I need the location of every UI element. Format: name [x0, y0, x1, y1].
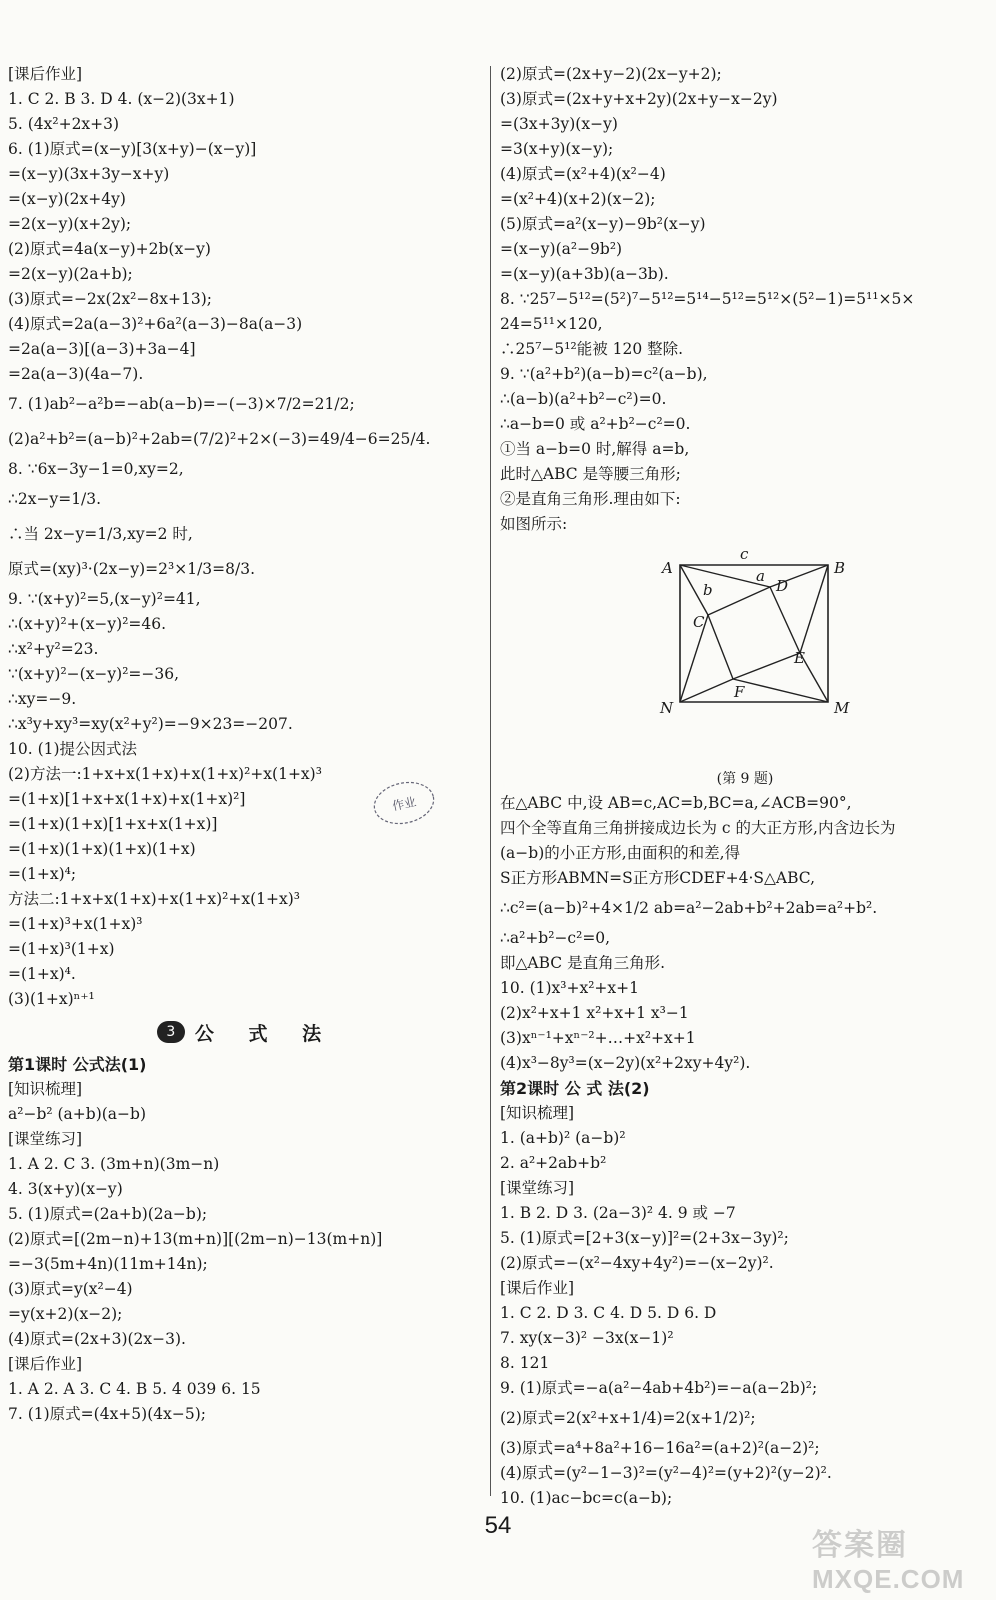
- text-line: 如图所示:: [500, 515, 568, 533]
- text-line: (2)原式=2(x²+x+1/4)=2(x+1/2)²;: [500, 1409, 756, 1427]
- text-line: =(x−y)(2x+4y): [8, 190, 126, 208]
- text-line: (3)原式=a⁴+8a²+16−16a²=(a+2)²(a−2)²;: [500, 1439, 820, 1457]
- text-line: =(x−y)(3x+3y−x+y): [8, 165, 170, 183]
- stamp-text: 作业: [391, 794, 418, 814]
- text-line: 即△ABC 是直角三角形.: [500, 954, 666, 972]
- text-line: =2(x−y)(x+2y);: [8, 215, 132, 233]
- text-line: 5. (1)原式=[2+3(x−y)]²=(2+3x−3y)²;: [500, 1229, 789, 1247]
- text-line: 8. ∵6x−3y−1=0,xy=2,: [8, 460, 184, 478]
- text-line: (2)原式=[(2m−n)+13(m+n)][(2m−n)−13(m+n)]: [8, 1230, 383, 1248]
- text-line: (3)(1+x)ⁿ⁺¹: [8, 990, 95, 1008]
- line-m-f: [733, 679, 828, 702]
- text-line: =(x−y)(a²−9b²): [500, 240, 623, 258]
- text-line: =(1+x)(1+x)[1+x+x(1+x)]: [8, 815, 218, 833]
- section-number-badge: 3: [157, 1021, 185, 1043]
- text-line: 8. ∵25⁷−5¹²=(5²)⁷−5¹²=5¹⁴−5¹²=5¹²×(5²−1)=5¹¹×5×: [500, 290, 915, 308]
- text-line: 第2课时 公 式 法(2): [500, 1079, 650, 1098]
- text-line: [课堂练习]: [8, 1130, 83, 1148]
- text-line: 9. (1)原式=−a(a²−4ab+4b²)=−a(a−2b)²;: [500, 1379, 818, 1397]
- label-D: D: [776, 577, 789, 595]
- text-line: a²−b² (a+b)(a−b): [8, 1105, 146, 1123]
- label-B: B: [834, 559, 846, 577]
- text-line: ∵(x+y)²−(x−y)²=−36,: [8, 665, 180, 683]
- text-line: 在△ABC 中,设 AB=c,AC=b,BC=a,∠ACB=90°,: [500, 794, 852, 812]
- section-title: 公 式 法: [194, 1022, 336, 1045]
- text-line: =3(x+y)(x−y);: [500, 140, 614, 158]
- text-line: (3)原式=(2x+y+x+2y)(2x+y−x−2y): [500, 90, 778, 108]
- text-line: (4)原式=(2x+3)(2x−3).: [8, 1330, 186, 1348]
- text-line: ∴x²+y²=23.: [8, 640, 99, 658]
- text-line: ②是直角三角形.理由如下:: [500, 490, 681, 508]
- text-line: ∴a−b=0 或 a²+b²−c²=0.: [500, 415, 691, 433]
- text-line: ∴x³y+xy³=xy(x²+y²)=−9×23=−207.: [8, 715, 293, 733]
- figure-caption: (第 9 题): [716, 771, 774, 787]
- label-M: M: [834, 699, 850, 717]
- text-line: 5. (4x²+2x+3): [8, 115, 120, 133]
- text-line: ∴当 2x−y=1/3,xy=2 时,: [8, 525, 193, 543]
- line-n-f: [680, 679, 733, 702]
- watermark-top: 答案圈: [812, 1528, 908, 1563]
- text-line: =2a(a−3)[(a−3)+3a−4]: [8, 340, 196, 358]
- text-line: 1. (a+b)² (a−b)²: [500, 1129, 626, 1147]
- text-line: =(1+x)⁴;: [8, 865, 77, 883]
- text-line: 7. (1)ab²−a²b=−ab(a−b)=−(−3)×7/2=21/2;: [8, 395, 355, 413]
- text-line: 1. A 2. A 3. C 4. B 5. 4 039 6. 15: [8, 1380, 261, 1398]
- text-line: ∴xy=−9.: [8, 690, 77, 708]
- text-line: 方法二:1+x+x(1+x)+x(1+x)²+x(1+x)³: [8, 890, 300, 908]
- label-c: c: [740, 545, 749, 563]
- text-line: =2(x−y)(2a+b);: [8, 265, 133, 283]
- text-line: 7. (1)原式=(4x+5)(4x−5);: [8, 1405, 206, 1423]
- text-line: (2)原式=4a(x−y)+2b(x−y): [8, 240, 211, 258]
- text-line: =(x²+4)(x+2)(x−2);: [500, 190, 656, 208]
- label-b: b: [703, 581, 713, 599]
- text-line: (3)xⁿ⁻¹+xⁿ⁻²+…+x²+x+1: [500, 1029, 696, 1047]
- line-b-e: [800, 565, 828, 653]
- text-line: ∴a²+b²−c²=0,: [500, 929, 611, 947]
- text-line: =2a(a−3)(4a−7).: [8, 365, 144, 383]
- label-A: A: [662, 559, 673, 577]
- text-line: (2)a²+b²=(a−b)²+2ab=(7/2)²+2×(−3)=49/4−6=25/4.: [8, 430, 431, 448]
- text-line: 7. xy(x−3)² −3x(x−1)²: [500, 1329, 674, 1347]
- watermark: [812, 1520, 992, 1598]
- text-line: =(3x+3y)(x−y): [500, 115, 618, 133]
- text-line: 9. ∵(x+y)²=5,(x−y)²=41,: [8, 590, 201, 608]
- text-line: 6. (1)原式=(x−y)[3(x+y)−(x−y)]: [8, 140, 257, 158]
- left-column: [8, 62, 484, 1427]
- text-line: (4)x³−8y³=(x−2y)(x²+2xy+4y²).: [500, 1054, 751, 1072]
- text-line: (2)原式=−(x²−4xy+4y²)=−(x−2y)².: [500, 1254, 774, 1272]
- page-number: 54: [484, 1512, 512, 1539]
- label-E: E: [794, 649, 805, 667]
- column-divider: [490, 66, 491, 1496]
- text-line: 第1课时 公式法(1): [8, 1055, 147, 1074]
- text-line: [课后作业]: [500, 1279, 575, 1297]
- text-line: ∴(x+y)²+(x−y)²=46.: [8, 615, 167, 633]
- text-line: [课后作业]: [8, 65, 83, 83]
- watermark-bottom: MXQE.COM: [812, 1564, 965, 1594]
- text-line: (4)原式=2a(a−3)²+6a²(a−3)−8a(a−3): [8, 315, 303, 333]
- label-a: a: [756, 567, 765, 585]
- text-line: (2)x²+x+1 x²+x+1 x³−1: [500, 1004, 689, 1022]
- text-line: 9. ∵(a²+b²)(a−b)=c²(a−b),: [500, 365, 708, 383]
- label-N: N: [660, 699, 674, 717]
- text-line: =y(x+2)(x−2);: [8, 1305, 123, 1323]
- text-line: 10. (1)ac−bc=c(a−b);: [500, 1489, 673, 1507]
- text-line: (5)原式=a²(x−y)−9b²(x−y): [500, 215, 706, 233]
- text-line: 5. (1)原式=(2a+b)(2a−b);: [8, 1205, 208, 1223]
- text-line: 10. (1)提公因式法: [8, 740, 138, 758]
- text-line: 四个全等直角三角拼接成边长为 c 的大正方形,内含边长为: [500, 819, 896, 837]
- text-line: (2)方法一:1+x+x(1+x)+x(1+x)²+x(1+x)³: [8, 765, 322, 783]
- text-line: 4. 3(x+y)(x−y): [8, 1180, 123, 1198]
- square-diagram: [500, 537, 990, 767]
- text-line: =(1+x)⁴.: [8, 965, 76, 983]
- text-line: 原式=(xy)³·(2x−y)=2³×1/3=8/3.: [8, 560, 256, 578]
- section-banner: [8, 1012, 484, 1052]
- text-line: 此时△ABC 是等腰三角形;: [500, 465, 681, 483]
- text-line: 2. a²+2ab+b²: [500, 1154, 607, 1172]
- text-line: [知识梳理]: [8, 1080, 83, 1098]
- text-line: [课后作业]: [8, 1355, 83, 1373]
- text-line: 1. B 2. D 3. (2a−3)² 4. 9 或 −7: [500, 1204, 736, 1222]
- text-line: (4)原式=(y²−1−3)²=(y²−4)²=(y+2)²(y−2)².: [500, 1464, 832, 1482]
- text-line: 10. (1)x³+x²+x+1: [500, 979, 640, 997]
- text-line: =(1+x)(1+x)(1+x)(1+x): [8, 840, 196, 858]
- label-F: F: [734, 683, 745, 701]
- text-line: 24=5¹¹×120,: [500, 315, 603, 333]
- text-line: 1. A 2. C 3. (3m+n)(3m−n): [8, 1155, 220, 1173]
- text-line: 1. C 2. D 3. C 4. D 5. D 6. D: [500, 1304, 717, 1322]
- text-line: 1. C 2. B 3. D 4. (x−2)(3x+1): [8, 90, 235, 108]
- text-line: =−3(5m+4n)(11m+14n);: [8, 1255, 208, 1273]
- square-diagram-svg: [500, 537, 990, 767]
- label-C: C: [693, 613, 705, 631]
- text-line: ∴2x−y=1/3.: [8, 490, 102, 508]
- text-line: [知识梳理]: [500, 1104, 575, 1122]
- text-line: ∴(a−b)(a²+b²−c²)=0.: [500, 390, 667, 408]
- text-line: ∴25⁷−5¹²能被 120 整除.: [500, 340, 684, 358]
- text-line: (a−b)的小正方形,由面积的和差,得: [500, 844, 741, 862]
- text-line: S正方形ABMN=S正方形CDEF+4·S△ABC,: [500, 869, 816, 887]
- text-line: =(1+x)³+x(1+x)³: [8, 915, 143, 933]
- text-line: (3)原式=−2x(2x²−8x+13);: [8, 290, 212, 308]
- text-line: (3)原式=y(x²−4): [8, 1280, 133, 1298]
- text-line: (4)原式=(x²+4)(x²−4): [500, 165, 666, 183]
- text-line: [课堂练习]: [500, 1179, 575, 1197]
- text-line: =(1+x)[1+x+x(1+x)+x(1+x)²]: [8, 790, 246, 808]
- text-line: =(x−y)(a+3b)(a−3b).: [500, 265, 669, 283]
- text-line: ∴c²=(a−b)²+4×1/2 ab=a²−2ab+b²+2ab=a²+b².: [500, 899, 878, 917]
- right-column: [500, 62, 990, 1511]
- text-line: 8. 121: [500, 1354, 550, 1372]
- inner-square: [708, 587, 800, 679]
- text-line: =(1+x)³(1+x): [8, 940, 115, 958]
- text-line: (2)原式=(2x+y−2)(2x−y+2);: [500, 65, 722, 83]
- text-line: ①当 a−b=0 时,解得 a=b,: [500, 440, 690, 458]
